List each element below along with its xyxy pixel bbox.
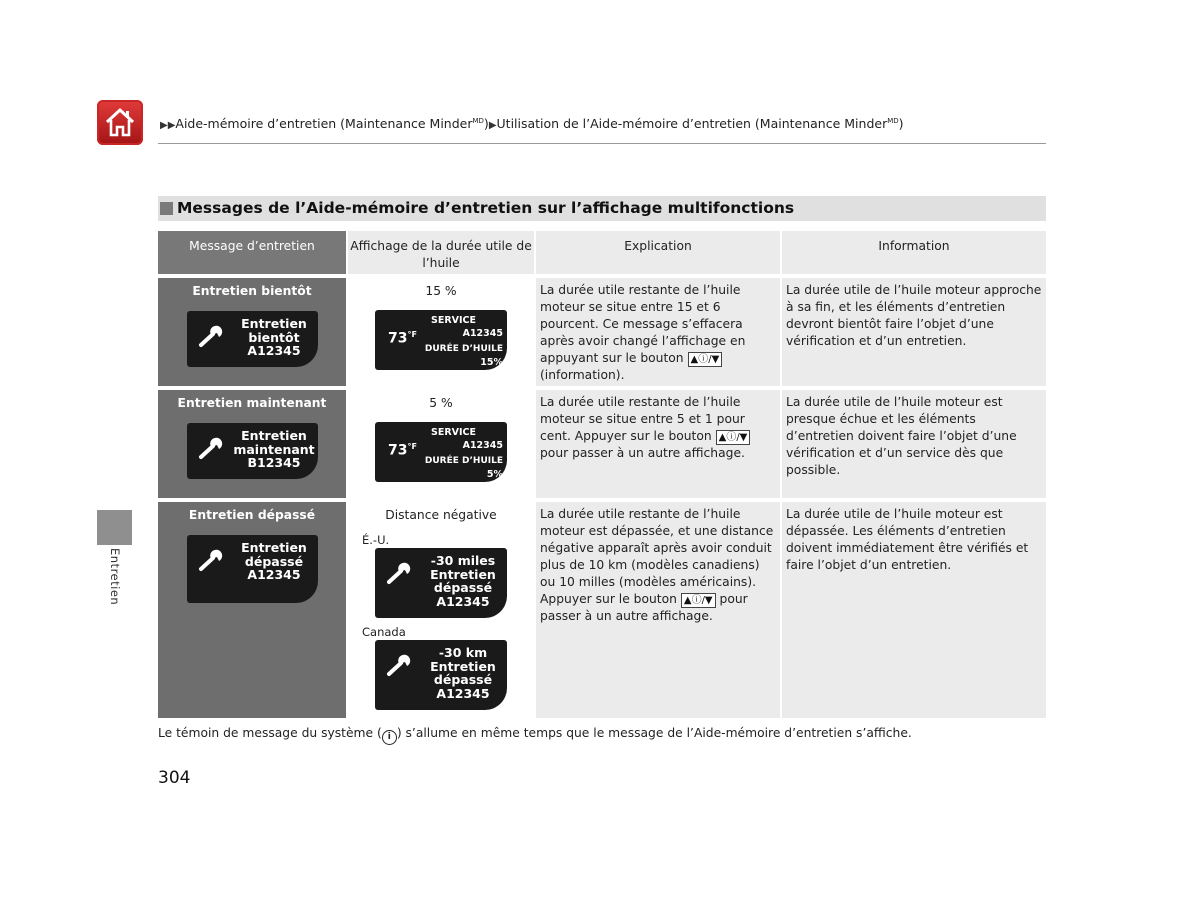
region-label-us: É.-U. <box>362 533 390 547</box>
service-code: A12345 <box>462 328 503 339</box>
explication-text-end: (information). <box>540 368 625 382</box>
mid-display-maintenant <box>187 423 318 479</box>
display-line: maintenant <box>233 441 315 457</box>
breadcrumb-link-1[interactable]: Aide-mémoire d’entretien (Maintenance Minder$^{MD}$) <box>175 116 489 131</box>
display-line: Entretien <box>241 316 307 331</box>
header-oil-life: Affichage de la durée utile de l’huile <box>348 231 534 274</box>
display-line: -30 miles <box>430 553 496 568</box>
service-label: SERVICE <box>431 315 476 326</box>
table-row-oil <box>348 502 534 718</box>
oil-life-percent: 5% <box>486 469 503 480</box>
table-row-oil <box>348 390 534 498</box>
mid-display-bientot <box>187 311 318 367</box>
home-icon <box>104 107 136 138</box>
info-button-icon: ▲ⓘ/▼ <box>681 593 716 608</box>
display-line: Entretien <box>430 658 496 674</box>
oil-life-label: DURÉE D’HUILE <box>424 344 503 354</box>
explication-text-end: pour passer à un autre affichage. <box>540 446 745 460</box>
message-label: Entretien maintenant <box>177 396 327 410</box>
info-button-icon: ▲ⓘ/▼ <box>688 352 723 367</box>
oil-life-label: DURÉE D’HUILE <box>424 456 503 466</box>
table-row-explication <box>536 502 780 718</box>
footnote-text-end: ) s’allume en même temps que le message de l’Aide-mémoire d’entretien s’affiche. <box>396 726 912 740</box>
table-row-information <box>782 278 1046 386</box>
display-line: dépassé <box>433 672 493 687</box>
breadcrumb <box>160 116 904 131</box>
display-line: A12345 <box>247 567 301 582</box>
display-line: -30 km <box>438 645 488 660</box>
oil-life-display <box>375 422 507 482</box>
oil-percent: Distance négative <box>385 508 497 522</box>
message-label: Entretien bientôt <box>192 284 312 298</box>
footnote-text: Le témoin de message du système ( <box>158 726 382 740</box>
chapter-tab[interactable] <box>97 510 132 545</box>
triangle-right-icon: ▶▶ <box>160 120 176 131</box>
section-header <box>158 196 1046 221</box>
table-row-explication <box>536 390 780 498</box>
canada-overdue-display <box>375 640 507 710</box>
breadcrumb-link-2[interactable]: Utilisation de l’Aide-mémoire d’entretien (Maintenance Minder$^{MD}$) <box>496 116 904 131</box>
display-line: bientôt <box>248 329 300 345</box>
info-circle-icon: i <box>382 730 397 745</box>
temp-value: 73 <box>388 442 408 459</box>
table-row-message <box>158 502 346 718</box>
information-text: La durée utile de l’huile moteur est dépassée. Les éléments d’entretien doivent immédiatement être vérifiés et faire l’objet d’un entretien. <box>786 507 1029 572</box>
temp-unit: °F <box>407 442 417 451</box>
oil-percent: 15 % <box>425 284 457 298</box>
temp-value: 73 <box>388 330 408 347</box>
display-line: A12345 <box>247 343 301 358</box>
explication-text: La durée utile restante de l’huile moteur est dépassée, et une distance négative apparaît après avoir conduit plus de 10 km (modèles canadiens) ou 10 milles (modèles américains). Appuyer sur le bouton <box>540 507 774 606</box>
table-row-information <box>782 502 1046 718</box>
service-code: A12345 <box>462 440 503 451</box>
mid-display-depasse <box>187 535 318 603</box>
section-title: Messages de l’Aide-mémoire d’entretien sur l’affichage multifonctions <box>177 199 795 217</box>
display-line: A12345 <box>436 593 490 609</box>
region-label-canada: Canada <box>362 625 406 639</box>
triangle-right-icon: ▶ <box>488 120 497 131</box>
header-message: Message d’entretien <box>158 231 346 274</box>
info-button-icon: ▲ⓘ/▼ <box>716 430 751 445</box>
footnote <box>158 726 912 745</box>
display-line: dépassé <box>433 580 493 595</box>
table-row-information <box>782 390 1046 498</box>
wrench-icon <box>197 547 225 573</box>
wrench-icon <box>385 652 413 678</box>
table-row-message <box>158 390 346 498</box>
wrench-icon <box>197 323 225 349</box>
message-label: Entretien dépassé <box>188 508 316 522</box>
display-line: B12345 <box>247 455 301 470</box>
oil-percent: 5 % <box>429 396 453 410</box>
wrench-icon <box>197 435 225 461</box>
display-line: dépassé <box>244 553 304 569</box>
oil-life-display <box>375 310 507 370</box>
header-explication: Explication <box>536 231 780 274</box>
table-row-explication <box>536 278 780 386</box>
temp-unit: °F <box>407 330 417 339</box>
page-number: 304 <box>158 768 191 788</box>
information-text: La durée utile de l’huile moteur approche à sa fin, et les éléments d’entretien devront bientôt faire l’objet d’une vérification et d’un entretien. <box>786 283 1042 348</box>
explication-text-end: pour passer à un autre affichage. <box>540 592 748 623</box>
chapter-label: Entretien <box>108 548 122 606</box>
explication-text: La durée utile restante de l’huile moteur se situe entre 15 et 6 pourcent. Ce message s’effacera après avoir changé l’affichage en appuyant sur le bouton <box>540 283 746 365</box>
information-text: La durée utile de l’huile moteur est presque échue et les éléments d’entretien doivent faire l’objet d’une vérification et d’un service dès que possible. <box>786 395 1017 477</box>
table-row-oil <box>348 278 534 386</box>
us-overdue-display <box>375 548 507 618</box>
wrench-icon <box>385 560 413 586</box>
explication-text: La durée utile restante de l’huile moteur se situe entre 5 et 1 pour cent. Appuyer sur le bouton <box>540 395 745 443</box>
header-information: Information <box>782 231 1046 274</box>
display-line: A12345 <box>436 685 490 701</box>
home-button[interactable] <box>97 100 143 145</box>
oil-life-percent: 15% <box>480 357 503 368</box>
header-divider <box>158 143 1046 144</box>
table-row-message <box>158 278 346 386</box>
display-line: Entretien <box>241 428 307 443</box>
display-line: Entretien <box>430 566 496 582</box>
display-line: Entretien <box>241 540 307 555</box>
service-label: SERVICE <box>431 427 476 438</box>
square-bullet-icon <box>160 202 173 215</box>
